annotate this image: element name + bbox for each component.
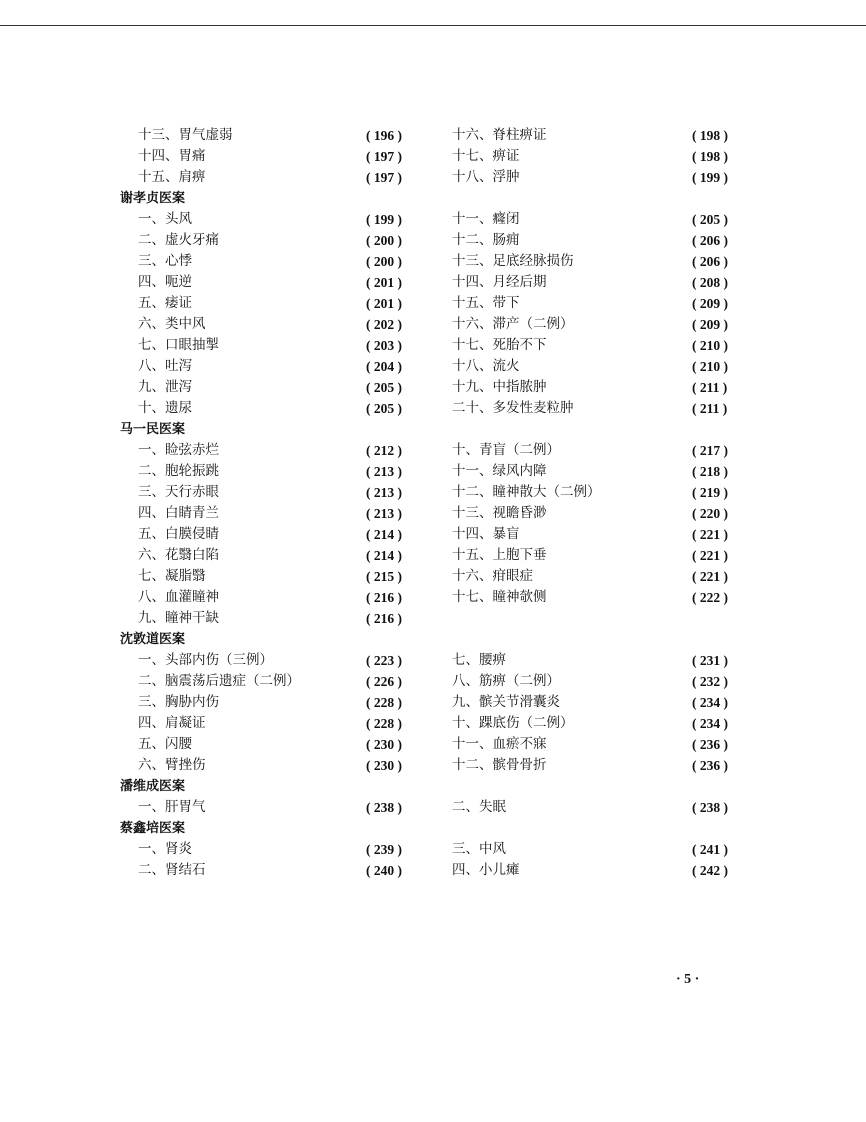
entry-page-right: ( 221 ) — [692, 527, 728, 542]
toc-row — [0, 482, 866, 503]
toc-row — [0, 797, 866, 818]
entry-page-left: ( 228 ) — [366, 695, 402, 710]
entry-page-left: ( 226 ) — [366, 674, 402, 689]
toc-row — [0, 335, 866, 356]
entry-page-left: ( 239 ) — [366, 842, 402, 857]
entry-page-left: ( 230 ) — [366, 758, 402, 773]
entry-title-left: 一、头风 — [138, 211, 192, 227]
entry-title-left: 二、虚火牙痛 — [138, 232, 219, 248]
entry-title-right: 十六、滞产（二例） — [452, 316, 574, 332]
entry-page-right: ( 236 ) — [692, 758, 728, 773]
entry-page-right: ( 199 ) — [692, 170, 728, 185]
entry-title-left: 五、痿证 — [138, 295, 192, 311]
entry-page-left: ( 196 ) — [366, 128, 402, 143]
toc-row — [0, 587, 866, 608]
entry-title-right: 二十、多发性麦粒肿 — [452, 400, 574, 416]
toc-row — [0, 566, 866, 587]
entry-page-left: ( 238 ) — [366, 800, 402, 815]
entry-title-right: 四、小儿瘫 — [452, 862, 520, 878]
entry-title-left: 九、泄泻 — [138, 379, 192, 395]
entry-title-right: 三、中风 — [452, 841, 506, 857]
entry-title-right: 十七、死胎不下 — [452, 337, 547, 353]
entry-page-right: ( 209 ) — [692, 317, 728, 332]
entry-page-right: ( 217 ) — [692, 443, 728, 458]
toc-row — [0, 839, 866, 860]
toc-row — [0, 671, 866, 692]
entry-page-right: ( 220 ) — [692, 506, 728, 521]
entry-page-left: ( 197 ) — [366, 149, 402, 164]
entry-title-left: 三、天行赤眼 — [138, 484, 219, 500]
section-title: 蔡鑫培医案 — [120, 821, 186, 836]
entry-page-right: ( 234 ) — [692, 716, 728, 731]
entry-title-left: 十、遗尿 — [138, 400, 192, 416]
entry-page-right: ( 221 ) — [692, 569, 728, 584]
entry-page-right: ( 222 ) — [692, 590, 728, 605]
entry-title-right: 十八、流火 — [452, 358, 520, 374]
entry-title-right: 十六、疳眼症 — [452, 568, 533, 584]
entry-title-right: 十、青盲（二例） — [452, 442, 560, 458]
entry-page-left: ( 214 ) — [366, 527, 402, 542]
section-header-row — [0, 776, 866, 797]
entry-page-right: ( 206 ) — [692, 254, 728, 269]
toc-row — [0, 608, 866, 629]
entry-page-left: ( 215 ) — [366, 569, 402, 584]
toc-row — [0, 524, 866, 545]
toc-row — [0, 377, 866, 398]
toc-row — [0, 356, 866, 377]
entry-title-left: 六、类中风 — [138, 316, 206, 332]
entry-title-right: 十四、月经后期 — [452, 274, 547, 290]
entry-title-left: 三、胸胁内伤 — [138, 694, 219, 710]
entry-page-left: ( 201 ) — [366, 296, 402, 311]
entry-page-right: ( 232 ) — [692, 674, 728, 689]
entry-page-left: ( 200 ) — [366, 233, 402, 248]
entry-page-left: ( 205 ) — [366, 380, 402, 395]
section-title: 马一民医案 — [120, 422, 186, 437]
entry-page-left: ( 228 ) — [366, 716, 402, 731]
entry-title-left: 一、肝胃气 — [138, 799, 206, 815]
entry-title-left: 四、白睛青兰 — [138, 505, 219, 521]
entry-page-right: ( 219 ) — [692, 485, 728, 500]
entry-page-right: ( 211 ) — [692, 380, 728, 395]
entry-page-left: ( 213 ) — [366, 485, 402, 500]
toc-row — [0, 461, 866, 482]
entry-title-right: 十一、癃闭 — [452, 211, 520, 227]
section-header-row — [0, 629, 866, 650]
entry-page-right: ( 209 ) — [692, 296, 728, 311]
toc-row — [0, 503, 866, 524]
toc-row — [0, 650, 866, 671]
entry-page-right: ( 206 ) — [692, 233, 728, 248]
entry-page-left: ( 240 ) — [366, 863, 402, 878]
entry-title-right: 十三、足底经脉损伤 — [452, 253, 574, 269]
entry-page-left: ( 205 ) — [366, 401, 402, 416]
entry-title-left: 二、胞轮振跳 — [138, 463, 219, 479]
toc-row — [0, 293, 866, 314]
toc-row — [0, 167, 866, 188]
entry-page-left: ( 213 ) — [366, 506, 402, 521]
entry-title-left: 十三、胃气虚弱 — [138, 127, 233, 143]
entry-page-right: ( 210 ) — [692, 359, 728, 374]
entry-page-right: ( 221 ) — [692, 548, 728, 563]
entry-page-right: ( 236 ) — [692, 737, 728, 752]
entry-title-left: 九、瞳神干缺 — [138, 610, 219, 626]
entry-page-left: ( 212 ) — [366, 443, 402, 458]
toc-row — [0, 860, 866, 881]
entry-page-right: ( 198 ) — [692, 149, 728, 164]
section-title: 潘维成医案 — [120, 779, 186, 794]
entry-page-right: ( 238 ) — [692, 800, 728, 815]
entry-title-right: 八、筋痹（二例） — [452, 673, 560, 689]
entry-title-left: 七、口眼抽掣 — [138, 337, 219, 353]
entry-title-right: 十、踝底伤（二例） — [452, 715, 574, 731]
entry-title-left: 二、脑震荡后遗症（二例） — [138, 673, 300, 689]
entry-title-right: 十二、瞳神散大（二例） — [452, 484, 601, 500]
entry-title-right: 十九、中指脓肿 — [452, 379, 547, 395]
toc-row — [0, 230, 866, 251]
entry-page-right: ( 241 ) — [692, 842, 728, 857]
entry-page-right: ( 198 ) — [692, 128, 728, 143]
toc-row — [0, 545, 866, 566]
entry-title-left: 五、闪腰 — [138, 736, 192, 752]
table-of-contents — [0, 125, 866, 881]
entry-title-right: 十三、视瞻昏渺 — [452, 505, 547, 521]
toc-row — [0, 692, 866, 713]
toc-row — [0, 440, 866, 461]
entry-title-left: 四、肩凝证 — [138, 715, 206, 731]
entry-title-left: 八、吐泻 — [138, 358, 192, 374]
section-header-row — [0, 188, 866, 209]
entry-page-right: ( 242 ) — [692, 863, 728, 878]
entry-page-right: ( 210 ) — [692, 338, 728, 353]
entry-title-right: 十八、浮肿 — [452, 169, 520, 185]
entry-title-left: 八、血灌瞳神 — [138, 589, 219, 605]
entry-title-right: 二、失眠 — [452, 799, 506, 815]
entry-page-right: ( 231 ) — [692, 653, 728, 668]
entry-title-left: 六、花翳白陷 — [138, 547, 219, 563]
page-number: · 5 · — [676, 972, 700, 987]
entry-page-left: ( 203 ) — [366, 338, 402, 353]
entry-page-left: ( 202 ) — [366, 317, 402, 332]
entry-page-left: ( 223 ) — [366, 653, 402, 668]
entry-page-right: ( 208 ) — [692, 275, 728, 290]
toc-row — [0, 755, 866, 776]
section-title: 沈敦道医案 — [120, 632, 186, 647]
section-header-row — [0, 818, 866, 839]
entry-title-left: 五、白膜侵睛 — [138, 526, 219, 542]
entry-page-left: ( 230 ) — [366, 737, 402, 752]
entry-page-left: ( 199 ) — [366, 212, 402, 227]
section-title: 谢孝贞医案 — [120, 191, 186, 206]
entry-title-right: 十五、带下 — [452, 295, 520, 311]
entry-title-right: 十二、肠痈 — [452, 232, 520, 248]
entry-title-left: 三、心悸 — [138, 253, 192, 269]
entry-page-right: ( 211 ) — [692, 401, 728, 416]
entry-title-left: 一、肾炎 — [138, 841, 192, 857]
entry-title-right: 十七、痹证 — [452, 148, 520, 164]
entry-page-left: ( 214 ) — [366, 548, 402, 563]
entry-title-left: 二、肾结石 — [138, 862, 206, 878]
entry-title-right: 十五、上胞下垂 — [452, 547, 547, 563]
entry-title-left: 十四、胃痛 — [138, 148, 206, 164]
toc-row — [0, 272, 866, 293]
section-header-row — [0, 419, 866, 440]
top-rule — [0, 25, 866, 26]
entry-page-left: ( 216 ) — [366, 590, 402, 605]
entry-page-right: ( 218 ) — [692, 464, 728, 479]
toc-row — [0, 209, 866, 230]
toc-row — [0, 146, 866, 167]
entry-page-left: ( 213 ) — [366, 464, 402, 479]
toc-row — [0, 713, 866, 734]
entry-page-left: ( 197 ) — [366, 170, 402, 185]
entry-page-left: ( 216 ) — [366, 611, 402, 626]
toc-row — [0, 398, 866, 419]
toc-row — [0, 125, 866, 146]
entry-title-right: 十七、瞳神欹侧 — [452, 589, 547, 605]
entry-page-left: ( 201 ) — [366, 275, 402, 290]
entry-page-left: ( 200 ) — [366, 254, 402, 269]
entry-title-right: 十四、暴盲 — [452, 526, 520, 542]
entry-title-left: 七、凝脂翳 — [138, 568, 206, 584]
entry-title-right: 十六、脊柱痹证 — [452, 127, 547, 143]
entry-title-left: 十五、肩痹 — [138, 169, 206, 185]
entry-title-left: 一、睑弦赤烂 — [138, 442, 219, 458]
toc-row — [0, 734, 866, 755]
entry-title-right: 十一、血瘀不寐 — [452, 736, 547, 752]
entry-page-right: ( 205 ) — [692, 212, 728, 227]
entry-title-left: 四、呃逆 — [138, 274, 192, 290]
entry-title-right: 十一、绿风内障 — [452, 463, 547, 479]
toc-row — [0, 251, 866, 272]
entry-title-right: 九、髌关节滑囊炎 — [452, 694, 560, 710]
entry-title-left: 六、臂挫伤 — [138, 757, 206, 773]
entry-page-right: ( 234 ) — [692, 695, 728, 710]
entry-title-right: 七、腰痹 — [452, 652, 506, 668]
entry-title-right: 十二、髌骨骨折 — [452, 757, 547, 773]
entry-page-left: ( 204 ) — [366, 359, 402, 374]
entry-title-left: 一、头部内伤（三例） — [138, 652, 273, 668]
toc-row — [0, 314, 866, 335]
